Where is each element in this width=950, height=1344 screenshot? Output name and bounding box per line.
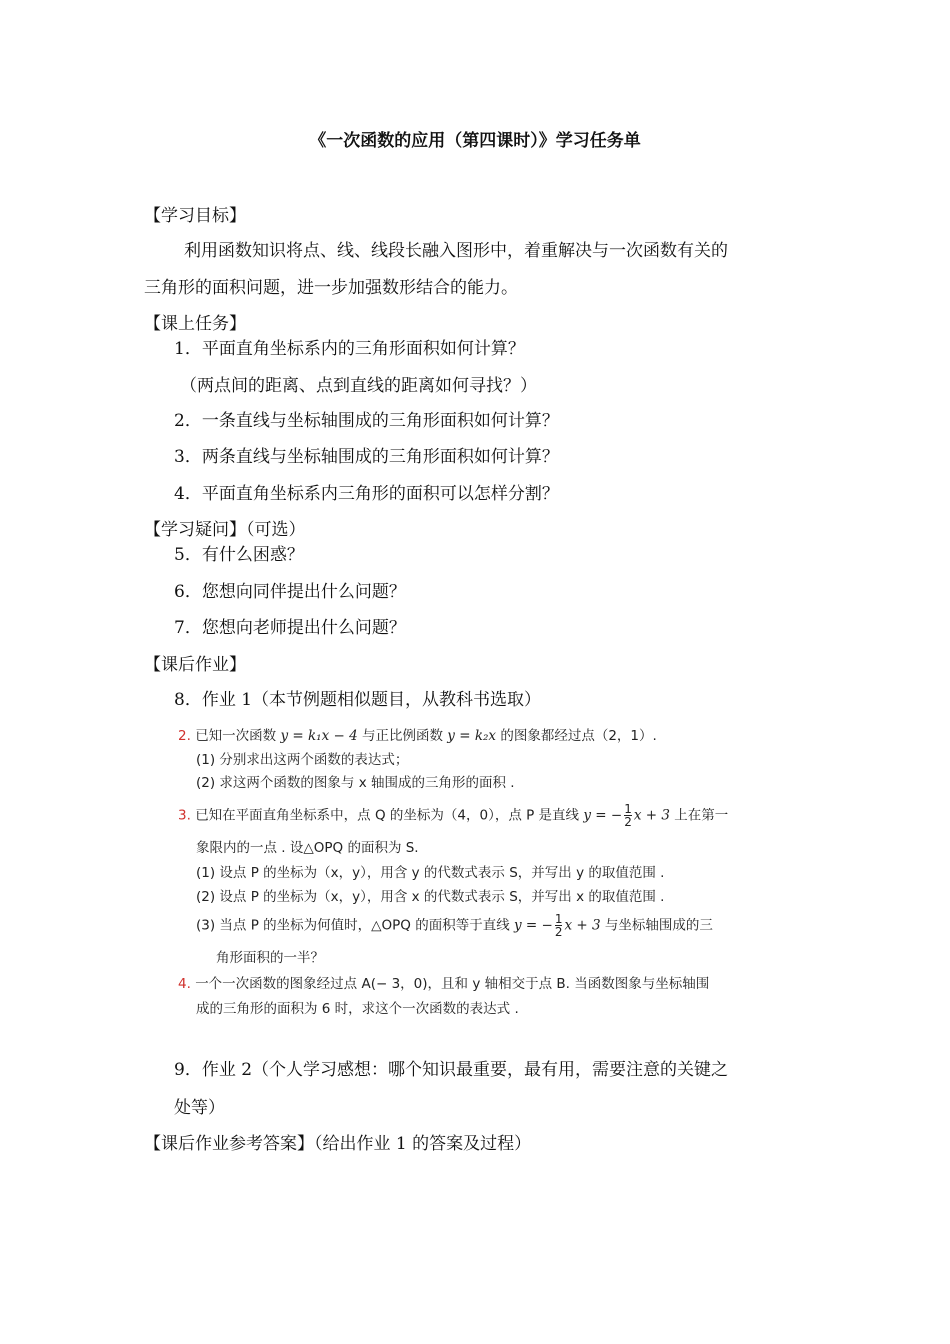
problem-2-number: 2. (178, 728, 191, 744)
problem-3-line1: 3. 已知在平面直角坐标系中，点 Q 的坐标为（4，0），点 P 是直线 y = − $\frac{1}{2}$ x + 3 上在第一 (178, 802, 729, 829)
homework-heading: 【课后作业】 (144, 655, 246, 675)
learning-goal-heading: 【学习目标】 (144, 206, 246, 226)
question-4: 4．平面直角坐标系内三角形的面积可以怎样分割？ (174, 484, 559, 504)
question-2: 2．一条直线与坐标轴围成的三角形面积如何计算？ (174, 411, 559, 431)
problem-3-line2: 象限内的一点 . 设△OPQ 的面积为 S. (196, 840, 419, 856)
answer-heading: 【课后作业参考答案】（给出作业 1 的答案及过程） (144, 1134, 532, 1154)
problem-4-number: 4. (178, 976, 191, 992)
fraction-one-half: $\frac{1}{2}$ (624, 802, 632, 829)
question-5: 5．有什么困惑？ (174, 545, 304, 565)
fraction-one-half-2: $\frac{1}{2}$ (554, 912, 563, 939)
question-6: 6．您想向同伴提出什么问题？ (174, 582, 406, 602)
problem-2-line1: 2. 已知一次函数 y = k₁x − 4 与正比例函数 y = k₂x 的图象都经过点（2，1）. (178, 728, 657, 744)
problem-4-line2: 成的三角形的面积为 6 时，求这个一次函数的表达式 . (196, 1001, 519, 1017)
question-1: 1．平面直角坐标系内的三角形面积如何计算？ (174, 339, 525, 359)
problem-3-part1: (1) 设点 P 的坐标为（x，y），用含 y 的代数式表示 S，并写出 y 的取值范围 . (196, 865, 665, 881)
class-task-heading: 【课上任务】 (144, 314, 246, 334)
problem-3-part3-line2: 角形面积的一半？ (216, 950, 324, 966)
problem-2-part1: (1) 分别求出这两个函数的表达式； (196, 752, 409, 768)
problem-2-part2: (2) 求这两个函数的图象与 x 轴围成的三角形的面积 . (196, 775, 515, 791)
question-3: 3．两条直线与坐标轴围成的三角形面积如何计算？ (174, 447, 559, 467)
learning-goal-text-line1: 利用函数知识将点、线、线段长融入图形中，着重解决与一次函数有关的 (184, 241, 728, 261)
problem-3-part2: (2) 设点 P 的坐标为（x，y），用含 x 的代数式表示 S，并写出 x 的取值范围 . (196, 889, 665, 905)
problem-3-number: 3. (178, 807, 191, 824)
learning-doubt-heading: 【学习疑问】（可选） (144, 520, 306, 540)
problem-3-part3: (3) 当点 P 的坐标为何值时，△OPQ 的面积等于直线 y = − $\frac{1}{2}$ x + 3 与坐标轴围成的三 (196, 912, 713, 939)
question-9-line1: 9．作业 2（个人学习感想：哪个知识最重要，最有用，需要注意的关键之 (174, 1060, 729, 1080)
question-7: 7．您想向老师提出什么问题？ (174, 618, 406, 638)
question-9-line2: 处等） (174, 1098, 225, 1118)
question-8: 8．作业 1（本节例题相似题目，从教科书选取） (174, 690, 542, 710)
question-1-note: （两点间的距离、点到直线的距离如何寻找？） (180, 376, 537, 396)
page-title: 《一次函数的应用（第四课时）》学习任务单 (309, 131, 641, 151)
learning-goal-text-line2: 三角形的面积问题，进一步加强数形结合的能力。 (144, 278, 518, 298)
problem-4-line1: 4. 一个一次函数的图象经过点 A(− 3，0)，且和 y 轴相交于点 B. 当函数图象与坐标轴围 (178, 976, 710, 992)
